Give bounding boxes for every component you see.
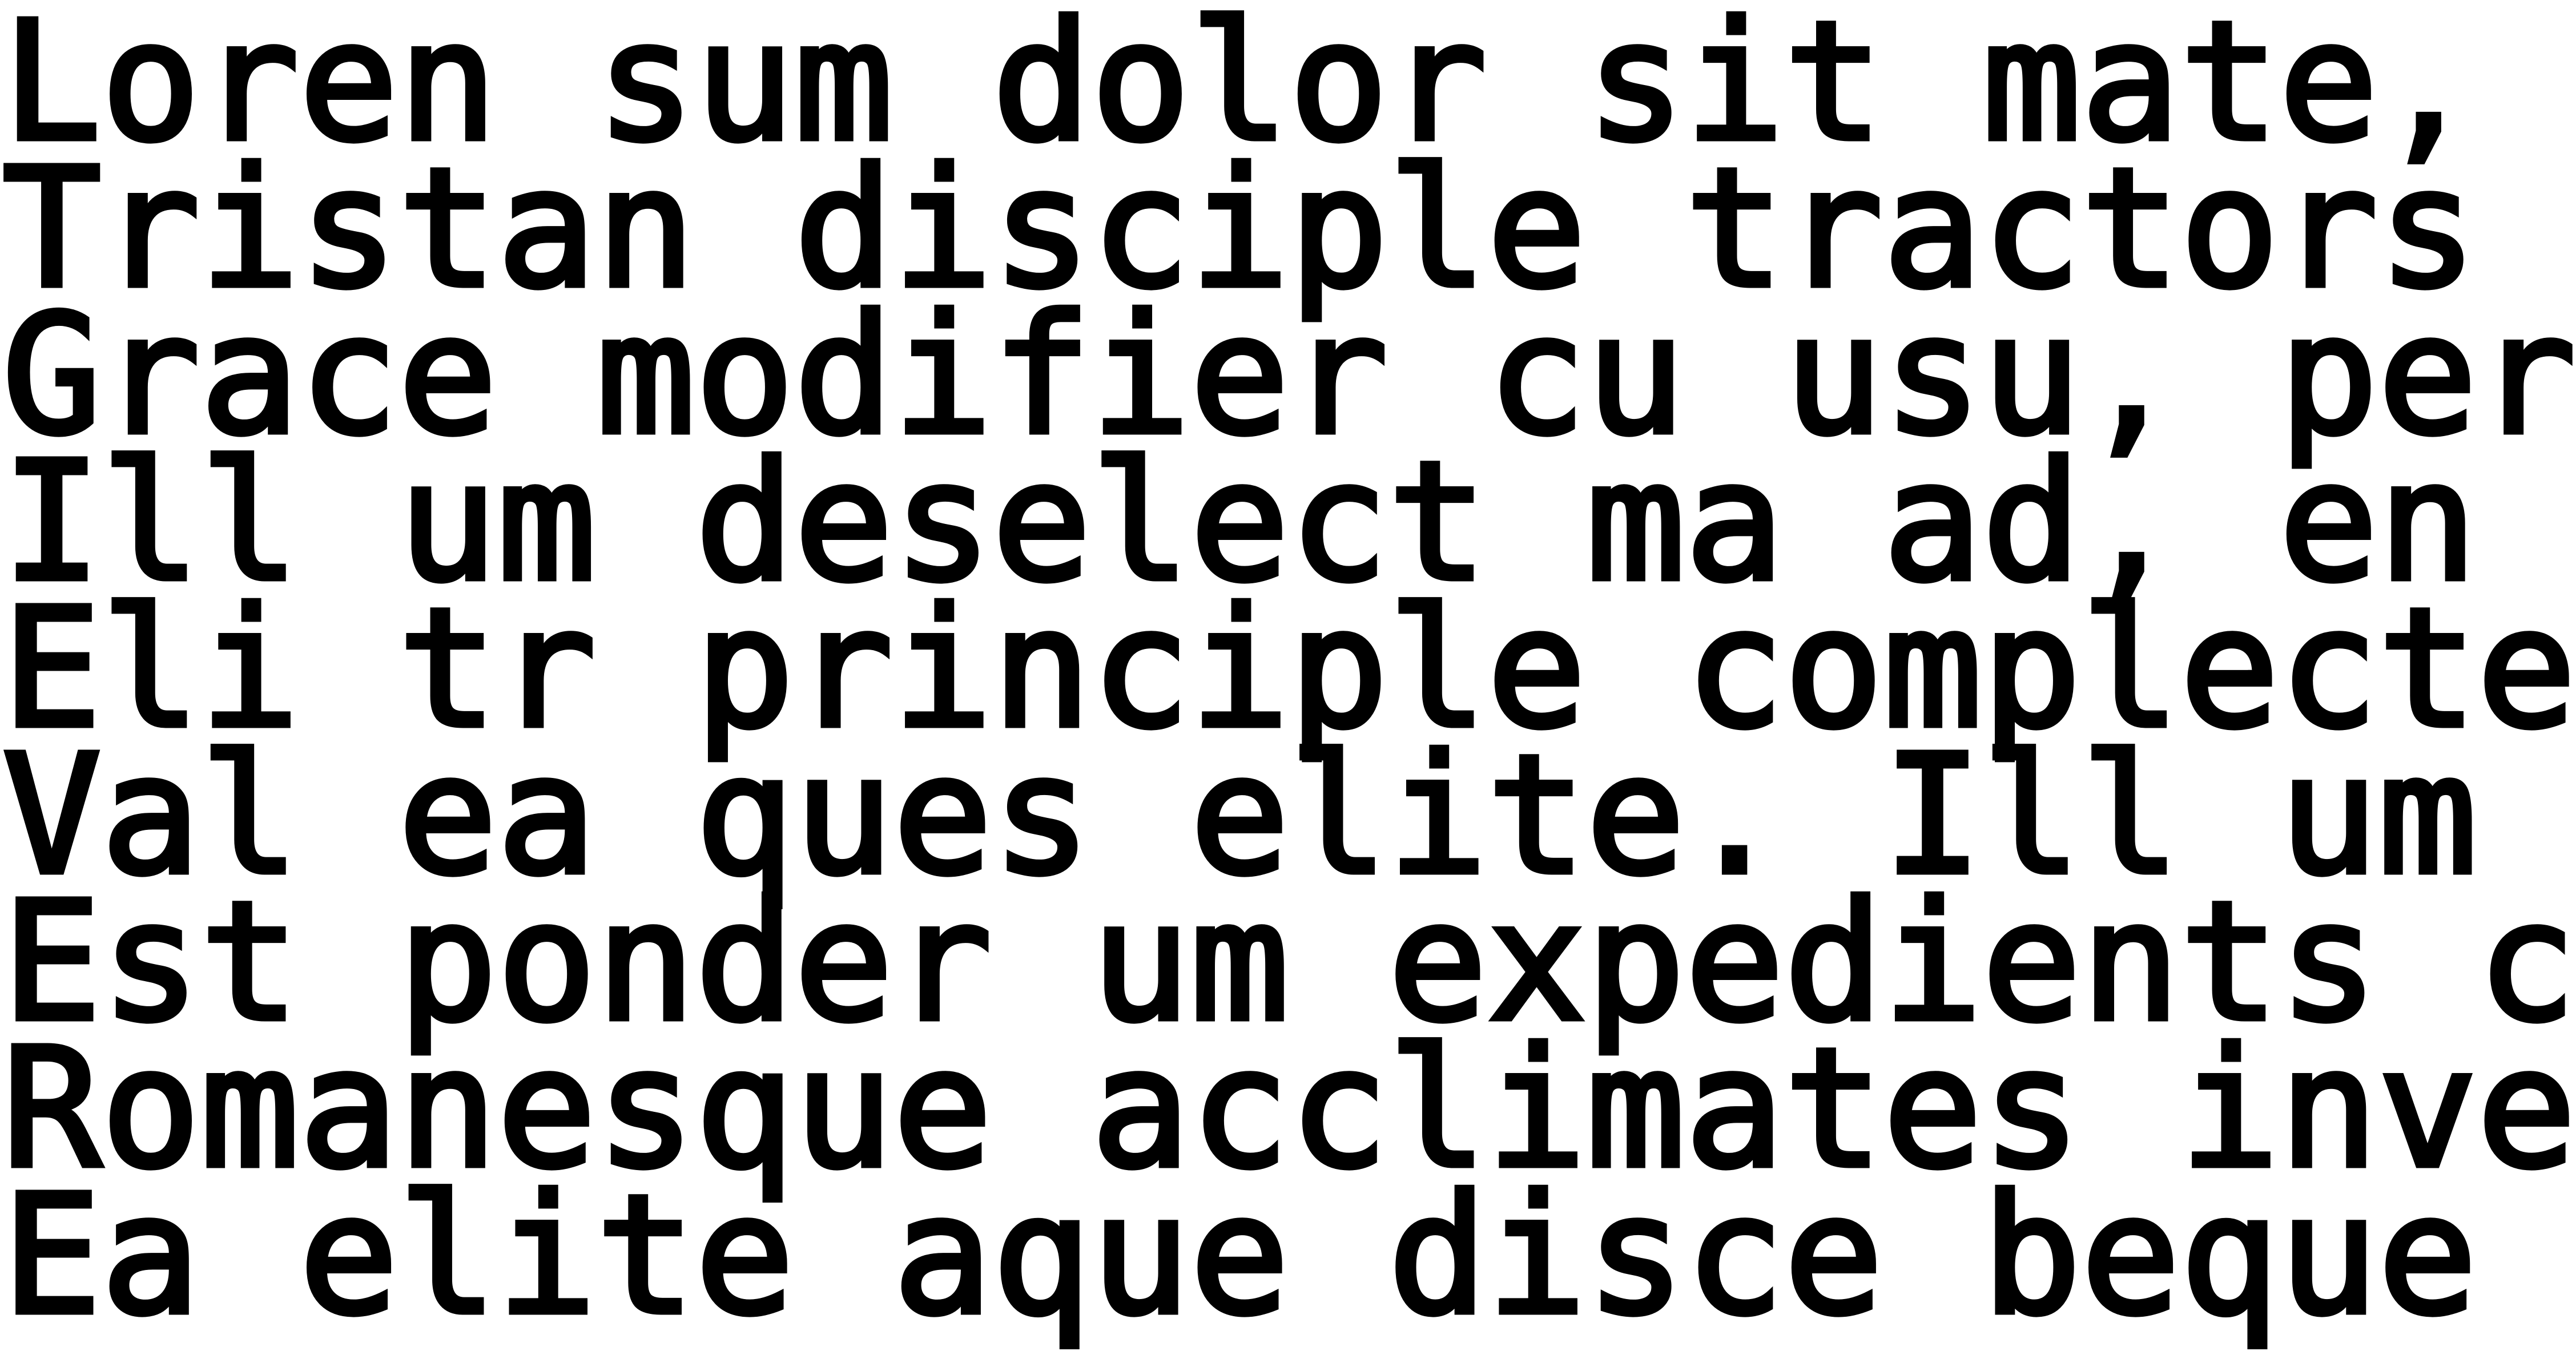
- text-line-3: Grace modifier cu usu, per: [2, 280, 2576, 471]
- text-line-1: Loren sum dolor sit mate,: [2, 0, 2477, 178]
- text-line-4: Ill um deselect ma ad, en: [2, 426, 2477, 618]
- text-line-8: Romanesque acclimates inve: [2, 1013, 2576, 1204]
- text-line-6: Val ea ques elite. Ill um: [2, 720, 2477, 911]
- text-line-7: Est ponder um expedients c: [2, 866, 2576, 1058]
- text-line-9: Ea elite aque disce beque: [2, 1160, 2477, 1351]
- text-line-2: Tristan disciple tractors: [2, 133, 2477, 324]
- text-line-5: Eli tr principle complecte: [2, 573, 2576, 764]
